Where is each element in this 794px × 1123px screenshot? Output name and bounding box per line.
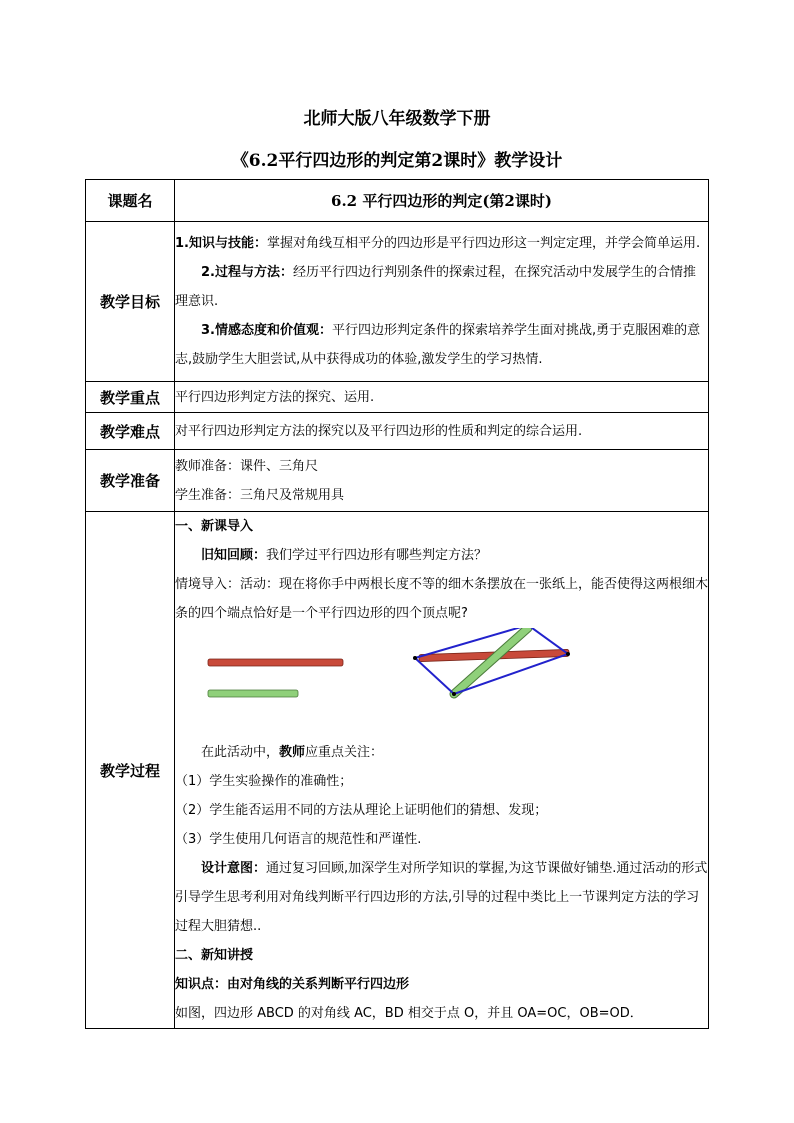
- design-intent-text: 通过复习回顾,加深学生对所学知识的掌握,为这节课做好铺垫.通过活动的形式引导学生思考利用对角线判断平行四边形的方法,引导的过程中类比上一节课判定方法的学习过程大胆猜想..: [175, 861, 708, 934]
- vertex-d: [452, 692, 456, 696]
- focus-post: 应重点关注：: [305, 745, 384, 760]
- vertex-a: [413, 656, 417, 660]
- diagonal-green-stick: [454, 628, 528, 694]
- sticks-diagram: [175, 628, 787, 738]
- label-teaching-goals: 教学目标: [86, 222, 175, 382]
- course-name-cell: [175, 180, 709, 222]
- goal-process: [175, 258, 708, 316]
- label-key-point: 教学重点: [86, 382, 175, 413]
- vertex-c: [566, 652, 570, 656]
- lesson-plan-table: [85, 179, 709, 1029]
- course-name-value: 6.2 平行四边形的判定(第2课时): [331, 191, 552, 210]
- focus-item: （2）学生能否运用不同的方法从理论上证明他们的猜想、发现；: [175, 803, 548, 818]
- section-new-knowledge-heading: 二、新知讲授: [175, 948, 254, 963]
- preparation-cell: [175, 450, 709, 512]
- goal-attitude-text: 平行四边形判定条件的探索培养学生面对挑战,勇于克服困难的意志,鼓励学生大胆尝试,从中获得成功的体验,激发学生的学习热情.: [175, 323, 701, 367]
- scenario-paragraph: 情境导入：活动：现在将你手中两根长度不等的细木条摆放在一张纸上，能否使得这两根细木条的四个端点恰好是一个平行四边形的四个顶点呢?: [175, 577, 709, 621]
- short-green-stick: [208, 690, 298, 697]
- teacher-prep: 教师准备：课件、三角尺: [175, 458, 319, 474]
- focus-head: 教师: [279, 745, 306, 760]
- label-difficulty: 教学难点: [86, 413, 175, 450]
- row-preparation: [86, 450, 709, 512]
- long-red-stick: [208, 659, 343, 666]
- goal-knowledge-text: 掌握对角线互相平分的四边形是平行四边形这一判定定理，并学会简单运用.: [266, 236, 701, 251]
- difficulty-value: 对平行四边形判定方法的探究以及平行四边形的性质和判定的综合运用.: [175, 413, 709, 450]
- focus-paragraph: [175, 738, 708, 767]
- label-process: 教学过程: [86, 512, 175, 1029]
- focus-pre: 在此活动中，: [201, 745, 280, 760]
- focus-item: （1）学生实验操作的准确性；: [175, 774, 353, 789]
- parallelogram-arrangement: [413, 628, 570, 696]
- key-point-value: 平行四边形判定方法的探究、运用.: [175, 382, 709, 413]
- goal-process-head: 2.过程与方法：: [201, 265, 293, 280]
- separate-sticks: [208, 659, 343, 697]
- section-intro-heading: 一、新课导入: [175, 519, 254, 534]
- row-difficulty: [86, 413, 709, 450]
- row-course-name: [86, 180, 709, 222]
- goal-attitude: [175, 316, 708, 374]
- row-key-point: [86, 382, 709, 413]
- focus-item: （3）学生使用几何语言的规范性和严谨性.: [175, 832, 422, 847]
- knowledge-point-text: 如图，四边形 ABCD 的对角线 AC，BD 相交于点 O，并且 OA=OC，OB=OD．: [175, 1006, 643, 1021]
- teaching-goals-cell: [175, 222, 709, 382]
- goal-attitude-head: 3.情感态度和价值观：: [201, 323, 332, 338]
- review-paragraph: [175, 541, 708, 570]
- document-subtitle: 《6.2平行四边形的判定第2课时》教学设计: [231, 151, 563, 171]
- label-course-name: 课题名: [86, 180, 175, 222]
- design-intent-head: 设计意图：: [201, 861, 267, 876]
- label-preparation: 教学准备: [86, 450, 175, 512]
- design-intent-paragraph: [175, 854, 708, 941]
- row-process: [86, 512, 709, 1029]
- process-cell: [175, 512, 709, 1029]
- document-title: 北师大版八年级数学下册: [303, 109, 491, 129]
- goal-knowledge: [175, 229, 708, 258]
- activity-figure: [175, 628, 708, 738]
- goal-process-text: 经历平行四边行判别条件的探索过程，在探究活动中发展学生的合情推理意识.: [175, 265, 696, 309]
- knowledge-point-heading: 知识点：由对角线的关系判断平行四边形: [175, 977, 410, 992]
- review-text: 我们学过平行四边形有哪些判定方法？: [266, 548, 488, 563]
- student-prep: 学生准备：三角尺及常规用具: [175, 487, 345, 503]
- row-teaching-goals: [86, 222, 709, 382]
- review-head: 旧知回顾：: [201, 548, 267, 563]
- goal-knowledge-head: 1.知识与技能：: [175, 236, 267, 251]
